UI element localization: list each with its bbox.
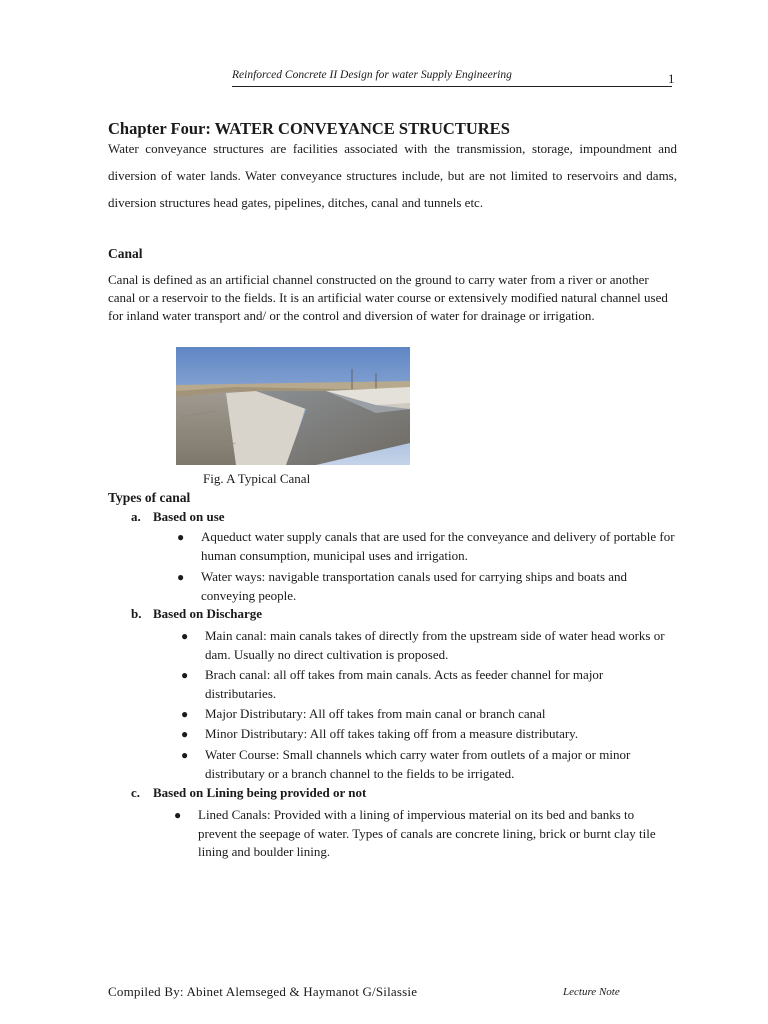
- list-item: ● Aqueduct water supply canals that are used for the conveyance and delivery of portable for human consumption, municipal uses and irrigation.: [177, 529, 675, 563]
- canal-photo: [176, 347, 410, 465]
- bullet-icon: ●: [181, 629, 189, 643]
- intro-paragraph: Water conveyance structures are facilities associated with the transmission, storage, impoundment and diversion of water lands. Water conveyance structures include, but are not limited to reservoirs and dams, diversion structures head gates, pipelines, ditches, canal and tunnels etc.: [108, 141, 677, 210]
- bullet-icon: ●: [181, 748, 189, 762]
- bullet-icon: ●: [174, 808, 182, 822]
- canal-heading: Canal: [108, 246, 143, 261]
- group-heading-a: [131, 509, 225, 525]
- chapter-title: Chapter Four: WATER CONVEYANCE STRUCTURES: [108, 119, 510, 138]
- group-heading-c: [131, 785, 366, 801]
- list-item: ● Main canal: main canals takes of directly from the upstream side of water head works or dam. Usually no direct cultivation is proposed.: [181, 628, 665, 662]
- group-heading-b: [131, 606, 262, 622]
- figure-caption: Fig. A Typical Canal: [203, 471, 311, 486]
- group-title: Based on Discharge: [153, 606, 263, 621]
- group-letter: c.: [131, 785, 141, 800]
- footer-compiled-by: Compiled By: Abinet Alemseged & Haymanot G/Silassie: [108, 984, 418, 999]
- types-heading: Types of canal: [108, 490, 191, 505]
- group-letter: a.: [131, 509, 141, 524]
- list-item: ● Major Distributary: All off takes from main canal or branch canal: [205, 705, 675, 724]
- group-title: Based on use: [153, 509, 225, 524]
- list-item: ● Lined Canals: Provided with a lining of impervious material on its bed and banks to prevent the seepage of water. Types of canals are concrete lining, brick or burnt clay tile lining and boulder lining.: [174, 807, 656, 859]
- bullet-icon: ●: [177, 530, 185, 544]
- list-item: ● Brach canal: all off takes from main canals. Acts as feeder channel for major distributaries.: [181, 667, 604, 701]
- canal-definition: Canal is defined as an artificial channel constructed on the ground to carry water from a river or another canal or a reservoir to the fields. It is an artificial water course or extensively modified natural channel used for inland water transport and/ or the control and diversion of water for drainage or irrigation.: [108, 272, 668, 323]
- list-item: ● Water ways: navigable transportation canals used for carrying ships and boats and conveying people.: [177, 569, 628, 603]
- bullet-icon: ●: [177, 570, 185, 584]
- list-item: ● Water Course: Small channels which carry water from outlets of a major or minor distributary or a branch channel to the fields to be irrigated.: [181, 747, 631, 781]
- bullet-icon: ●: [181, 727, 189, 741]
- page-number: 1: [668, 71, 675, 86]
- bullet-icon: ●: [181, 707, 189, 721]
- group-letter: b.: [131, 606, 142, 621]
- group-title: Based on Lining being provided or not: [153, 785, 367, 800]
- bullet-icon: ●: [181, 668, 189, 682]
- running-header: Reinforced Concrete II Design for water Supply Engineering: [232, 69, 512, 81]
- list-item: ● Minor Distributary: All off takes taking off from a measure distributary.: [205, 725, 675, 744]
- header-rule: [232, 86, 672, 87]
- footer-note: Lecture Note: [563, 986, 620, 998]
